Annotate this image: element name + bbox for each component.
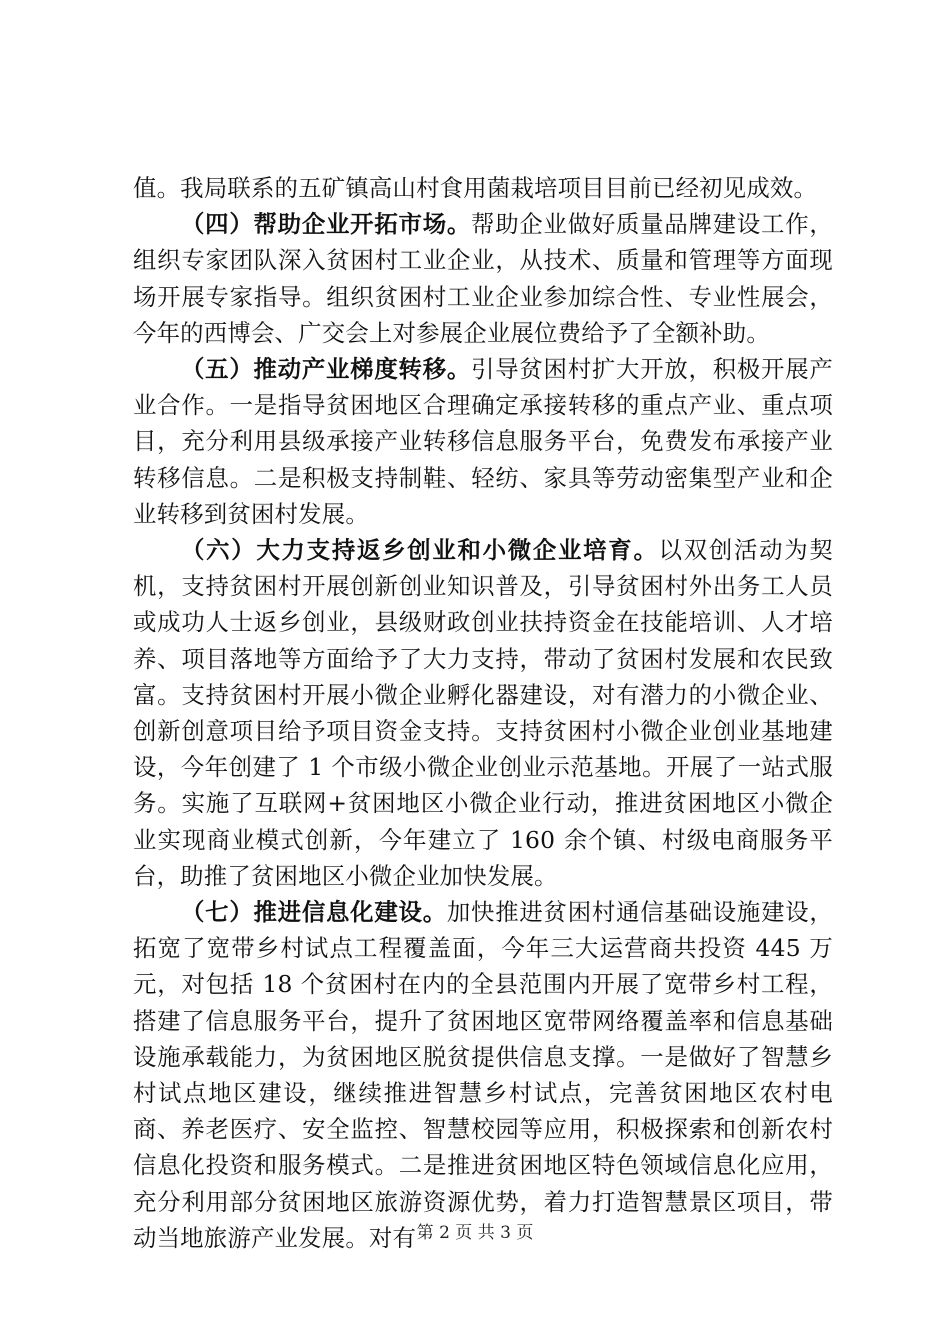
paragraph-section-4 [133, 206, 833, 351]
page-number-label: 第 2 页 共 3 页 [416, 1223, 534, 1243]
section-heading: （四）帮助企业开拓市场。 [181, 210, 472, 239]
paragraph-text: 值。我局联系的五矿镇高山村食用菌栽培项目目前已经初见成效。 [133, 174, 818, 202]
paragraph-text: 加快推进贫困村通信基础设施建设，拓宽了宽带乡村试点工程覆盖面，今年三大运营商共投资 445 万元，对包括 18 个贫困村在内的全县范围内开展了宽带乡村工程，搭建了信息服务平台，提升了贫困地区宽带网络覆盖率和信息基础设施承载能力，为贫困地区脱贫提供信息支撑。一是做好了智慧乡村试点地区建设，继续推进智慧乡村试点，完善贫困地区农村电商、养老医疗、安全监控、智慧校园等应用，积极探索和创新农村信息化投资和服务模式。二是推进贫困地区特色领域信息化应用，充分利用部分贫困地区旅游资源优势，着力打造智慧景区项目，带动当地旅游产业发展。对有 [133, 898, 834, 1252]
paragraph-text: 帮助企业做好质量品牌建设工作，组织专家团队深入贫困村工业企业，从技术、质量和管理等方面现场开展专家指导。组织贫困村工业企业参加综合性、专业性展会，今年的西博会、广交会上对参展企业展位费给予了全额补助。 [133, 210, 833, 347]
document-body [133, 170, 833, 1256]
page-footer [0, 1218, 950, 1243]
paragraph-section-6 [133, 532, 833, 894]
section-heading: （七）推进信息化建设。 [181, 898, 447, 927]
paragraph-continuation [133, 170, 833, 206]
section-heading: （六）大力支持返乡创业和小微企业培育。 [181, 536, 659, 565]
paragraph-section-7 [133, 894, 833, 1256]
paragraph-text: 引导贫困村扩大开放，积极开展产业合作。一是指导贫困地区合理确定承接转移的重点产业、重点项目，充分利用县级承接产业转移信息服务平台，免费发布承接产业转移信息。二是积极支持制鞋、轻纺、家具等劳动密集型产业和企业转移到贫困村发展。 [133, 355, 833, 528]
paragraph-text: 以双创活动为契机，支持贫困村开展创新创业知识普及，引导贫困村外出务工人员或成功人士返乡创业，县级财政创业扶持资金在技能培训、人才培养、项目落地等方面给予了大力支持，带动了贫困村发展和农民致富。支持贫困村开展小微企业孵化器建设，对有潜力的小微企业、创新创意项目给予项目资金支持。支持贫困村小微企业创业基地建设，今年创建了 1 个市级小微企业创业示范基地。开展了一站式服务。实施了互联网+贫困地区小微企业行动，推进贫困地区小微企业实现商业模式创新，今年建立了 160 余个镇、村级电商服务平台，助推了贫困地区小微企业加快发展。 [133, 536, 833, 890]
section-heading: （五）推动产业梯度转移。 [181, 355, 472, 384]
paragraph-section-5 [133, 351, 833, 532]
